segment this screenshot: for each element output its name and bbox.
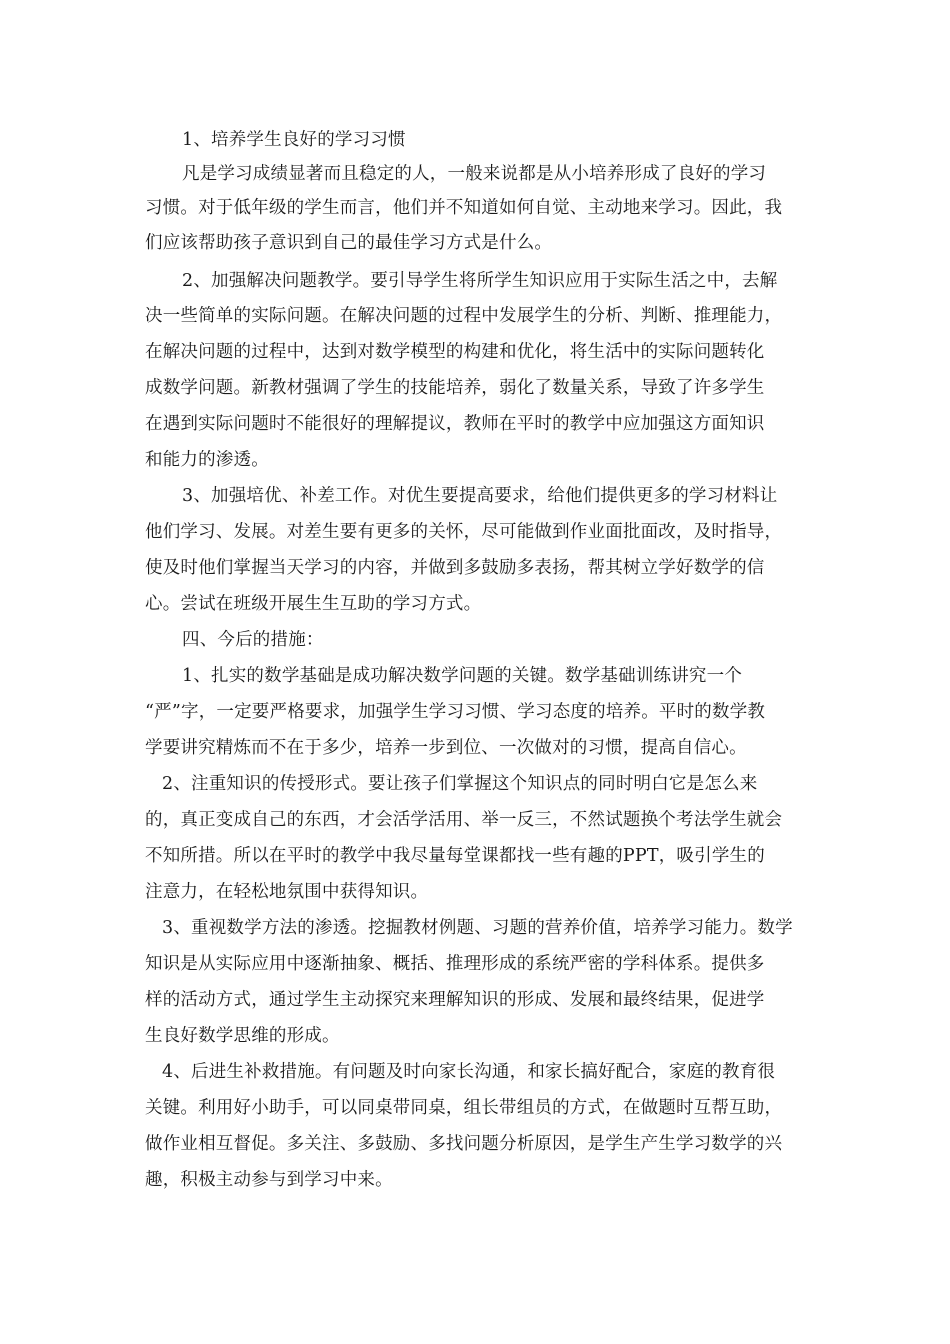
paragraph-line: 趣，积极主动参与到学习中来。 <box>145 1170 393 1190</box>
paragraph-line: 4、后进生补救措施。有问题及时向家长沟通，和家长搞好配合，家庭的教育很 <box>162 1062 776 1082</box>
paragraph-line: 2、注重知识的传授形式。要让孩子们掌握这个知识点的同时明白它是怎么来 <box>162 774 758 794</box>
paragraph-line: 和能力的渗透。 <box>145 450 269 470</box>
paragraph-line: 在解决问题的过程中，达到对数学模型的构建和优化，将生活中的实际问题转化 <box>145 342 765 362</box>
paragraph-line: 注意力，在轻松地氛围中获得知识。 <box>145 882 429 902</box>
paragraph-line: 3、重视数学方法的渗透。挖掘教材例题、习题的营养价值，培养学习能力。数学 <box>162 918 793 938</box>
paragraph-line: 3、加强培优、补差工作。对优生要提高要求，给他们提供更多的学习材料让 <box>182 486 778 506</box>
paragraph-line: 的，真正变成自己的东西，才会活学活用、举一反三，不然试题换个考法学生就会 <box>145 810 783 830</box>
paragraph-line: 凡是学习成绩显著而且稳定的人，一般来说都是从小培养形成了良好的学习 <box>182 164 767 184</box>
paragraph-line: 生良好数学思维的形成。 <box>145 1026 340 1046</box>
paragraph-line: 2、加强解决问题教学。要引导学生将所学生知识应用于实际生活之中，去解 <box>182 271 778 291</box>
paragraph-line: 心。尝试在班级开展生生互助的学习方式。 <box>145 594 482 614</box>
paragraph-line: 关键。利用好小助手，可以同桌带同桌，组长带组员的方式，在做题时互帮互助， <box>145 1098 783 1118</box>
paragraph-line: 决一些简单的实际问题。在解决问题的过程中发展学生的分析、判断、推理能力， <box>145 306 783 326</box>
paragraph-line: 们应该帮助孩子意识到自己的最佳学习方式是什么。 <box>145 233 553 253</box>
paragraph-line: 样的活动方式，通过学生主动探究来理解知识的形成、发展和最终结果，促进学 <box>145 990 765 1010</box>
paragraph-line: 不知所措。所以在平时的教学中我尽量每堂课都找一些有趣的PPT，吸引学生的 <box>145 846 765 866</box>
paragraph-line: 学要讲究精炼而不在于多少，培养一步到位、一次做对的习惯，提高自信心。 <box>145 738 747 758</box>
section-heading-measures: 四、今后的措施： <box>182 630 324 650</box>
paragraph-line: 习惯。对于低年级的学生而言，他们并不知道如何自觉、主动地来学习。因此，我 <box>145 198 783 218</box>
paragraph-line: “严”字，一定要严格要求，加强学生学习习惯、学习态度的培养。平时的数学教 <box>145 702 766 722</box>
paragraph-line: 他们学习、发展。对差生要有更多的关怀，尽可能做到作业面批面改，及时指导， <box>145 522 783 542</box>
paragraph-line: 成数学问题。新教材强调了学生的技能培养，弱化了数量关系，导致了许多学生 <box>145 378 765 398</box>
paragraph-line: 1、扎实的数学基础是成功解决数学问题的关键。数学基础训练讲究一个 <box>182 666 743 686</box>
paragraph-line: 在遇到实际问题时不能很好的理解提议，教师在平时的教学中应加强这方面知识 <box>145 414 765 434</box>
paragraph-line: 知识是从实际应用中逐渐抽象、概括、推理形成的系统严密的学科体系。提供多 <box>145 954 765 974</box>
section-heading-habits: 1、培养学生良好的学习习惯 <box>182 130 406 150</box>
paragraph-line: 使及时他们掌握当天学习的内容，并做到多鼓励多表扬，帮其树立学好数学的信 <box>145 558 765 578</box>
paragraph-line: 做作业相互督促。多关注、多鼓励、多找问题分析原因，是学生产生学习数学的兴 <box>145 1134 783 1154</box>
